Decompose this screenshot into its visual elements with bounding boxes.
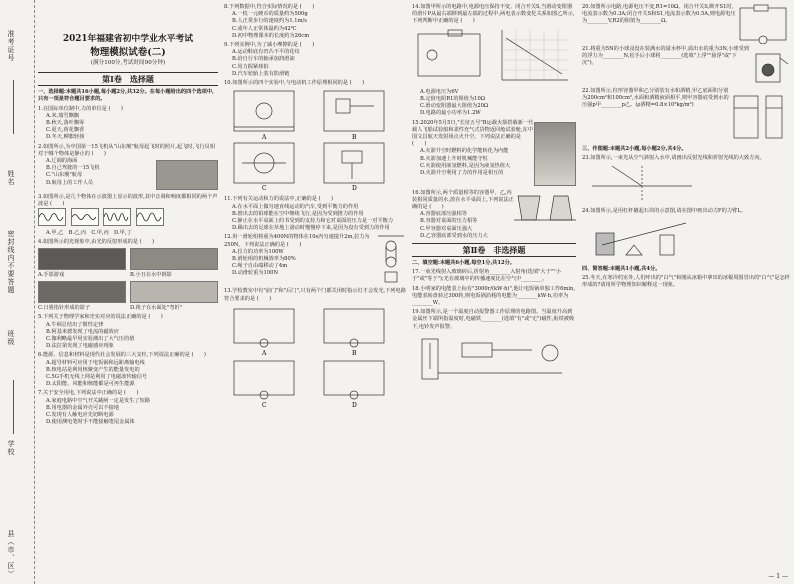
option: A.辽阔的海面 xyxy=(46,158,78,165)
fig-label-d: D xyxy=(352,401,357,409)
option: C.伽利略最早用实验测出了大气压的值 xyxy=(46,336,135,343)
question-19: 19.如图所示,是一个温度自动报警器工作原理的电路图。当温度升高到金属丝下端所指温度时,电磁铁________(选填"有"或"无")磁性,衔铁被吸下,电铃发声报警。 xyxy=(412,309,575,330)
question-11 xyxy=(224,196,406,232)
question-stem: 24.如图所示,是用杠杆撬起石块的示意图,请在图中画出动力F的力臂L。 xyxy=(582,207,746,214)
option-row xyxy=(38,230,218,237)
fig-label-b: B xyxy=(352,349,357,357)
part1-title: 第Ⅰ卷 选择题 xyxy=(38,72,218,86)
question-22 xyxy=(582,88,790,144)
overflow-cup-figure xyxy=(750,46,790,86)
option: C.成年人正常体温约为42℃ xyxy=(232,25,297,32)
question-stem: 11.下列有关运动和力的说法中,正确的是 ( ) xyxy=(224,196,333,203)
option: A.家庭电路中空气开关跳闸一定是发生了短路 xyxy=(46,397,150,404)
container-figure xyxy=(514,190,576,224)
column-2 xyxy=(224,4,406,414)
pulley-figure xyxy=(376,234,406,286)
question-stem: 15.2020年5月5日,"长征五号"B运载火箭搭载新一代载人飞船试验船和柔性充气式货物返回舱试验舱,在中国文昌航天发射场点火升空。下列说法正确的是 ( ) xyxy=(412,119,534,148)
side-line xyxy=(13,380,15,434)
question-stem: 3.如图所示,是几个物体在示波器上显示的波形,其中音调和响度都相同的两个声波是 ( ) xyxy=(38,194,218,208)
option: D.甲,丁 xyxy=(114,229,132,236)
option: C.发现有人触电应先切断电源 xyxy=(46,412,114,419)
option: B.秋天,落叶飘零 xyxy=(46,120,85,127)
question-16 xyxy=(412,190,576,240)
hand-shadow-photo xyxy=(38,248,126,270)
page-number: — 1 — xyxy=(768,573,788,580)
option: A.火箭升空时燃料的化学能转化为内能 xyxy=(420,148,509,155)
fig-label-c: C xyxy=(262,185,267,192)
side-label-exam-id: 准考证号 xyxy=(7,30,15,62)
option: A.一枚一元硬币的质量约为500g xyxy=(232,11,308,18)
option: D.法拉第发现了电磁感应现象 xyxy=(46,343,114,350)
option: C.静止在水平桌面上的书受到的支持力和它对桌面的压力是一对平衡力 xyxy=(232,218,394,225)
question-stem: 9.下列实例中,为了减小摩擦的是 ( ) xyxy=(224,42,315,49)
option: A.米,瑞雪飘飘 xyxy=(46,112,79,119)
option: D.筷子在水面处"弯折" xyxy=(130,305,182,312)
option: C."山东舰"航母 xyxy=(46,172,83,179)
question-stem: 22.如图所示,柱形容器甲和乙分别装有水和酒精,甲乙底面积分别为200cm²和100cm²,水面和酒精液面相平,则甲容器底受到水的压强p甲________p乙。(ρ酒精=0.8×10³kg/m³) xyxy=(582,88,729,109)
option: D.乙容器底部受到水的压力大 xyxy=(420,232,488,239)
waveform-icon xyxy=(136,208,164,226)
question-21 xyxy=(582,46,790,86)
waveform-icon xyxy=(103,208,131,226)
option: A.超导材料可应用于电饭锅和远距离输电线 xyxy=(46,359,145,366)
option: B.小丑在水中倒影 xyxy=(130,272,172,279)
question-stem: 5.下列关于物理学家和史实对应的说法正确的是 ( ) xyxy=(38,314,163,321)
option: D.电路的最小功率为1.2W xyxy=(420,110,481,117)
question-stem: 10.如图所示的四个实验中,与电动机工作原理相同的是 ( ) xyxy=(224,80,365,87)
question-stem: 12.用一滑轮组将重为400N的物体在10s内匀速提升2m,拉力为250N。下列说法正确的是 ( ) xyxy=(224,234,370,248)
reflection-photo xyxy=(130,248,218,270)
side-line xyxy=(13,80,15,134)
fig-label-c: C xyxy=(262,401,267,409)
option: D.动滑轮重为100N xyxy=(232,270,279,277)
option: D.火箭升空利用了力的作用是相互的 xyxy=(420,170,504,177)
option: A.拉力的功率为100W xyxy=(232,248,284,255)
jet-photo xyxy=(156,160,218,190)
question-stem: 4.如图所示的光现象中,由光的反射形成的是 ( ) xyxy=(38,238,155,245)
question-2 xyxy=(38,144,218,192)
question-17: 17.一束光线射入玻璃砖后,折射角________入射角(选填"大于""小于"或"等于");光在玻璃中的传播速度比在空气中________。 xyxy=(412,269,561,283)
question-13 xyxy=(224,288,406,412)
side-label-school: 学校 xyxy=(7,440,15,456)
option: B.给自行车的轴承加润滑油 xyxy=(232,56,295,63)
option: A.手影游戏 xyxy=(38,272,65,279)
option: B.滑轮组的机械效率为80% xyxy=(232,256,296,263)
option: C.甲,丙 xyxy=(91,229,109,236)
circuit-option-figures xyxy=(224,303,404,409)
question-9 xyxy=(224,42,406,78)
option: D.冬天,柳絮轻扬 xyxy=(46,134,85,141)
option: D.初中物理课本的长度约为26cm xyxy=(232,32,310,39)
lever-figure xyxy=(582,215,702,261)
side-label-name: 姓名 xyxy=(7,170,15,186)
fig-label-a: A xyxy=(262,349,267,357)
option: B.核电站是利用核聚变产生的能量发电的 xyxy=(46,366,140,373)
option: B.阿基米德发现了电流的磁效应 xyxy=(46,328,119,335)
binding-margin xyxy=(0,0,35,584)
option: C.5G手机无线上网是利用了电磁波传输信号 xyxy=(46,374,148,381)
side-label-county: 县（市、区） xyxy=(7,530,15,578)
column-3 xyxy=(412,4,576,386)
draw-section-title: 三、作图题:本题共2小题,每小题2分,共4分。 xyxy=(582,146,687,152)
circuit-figure xyxy=(736,4,790,44)
question-14 xyxy=(412,4,576,118)
question-stem: 2.如图所示,为中国第一15飞机从"山东舰"航母起飞时的照片,起飞时,飞行员相对于哪个物体是静止的 ( ) xyxy=(38,143,215,157)
question-stem: 7.关于安全用电,下列说法中正确的是 ( ) xyxy=(38,390,139,397)
fill-section-title: 二、填空题:本题共6小题,每空1分,共12分。 xyxy=(412,260,515,267)
question-12 xyxy=(224,234,406,286)
exam-title: 2021年福建省初中学业水平考试 xyxy=(62,34,194,44)
exam-note: (满分100分,考试时间90分钟) xyxy=(90,60,166,66)
option: C.甲容器对桌面压强大 xyxy=(420,225,473,232)
question-stem: 8.下列数据中,符合实际情况的是 ( ) xyxy=(224,4,315,10)
fig-label-d: D xyxy=(352,185,357,192)
waveform-figures xyxy=(38,208,218,229)
option: B.推出去的铅球能在空中继续飞行,是因为受到推力的作用 xyxy=(232,210,364,217)
question-stem: 14.如图甲所示的电路中,电源电压保持不变。闭合开关S,当滑动变阻器的滑片P从最右端移到最左端的过程中,两电表示数变化关系如图乙所示,下列判断中正确的是 ( ) xyxy=(412,4,575,25)
motor-experiment-figures xyxy=(224,87,404,191)
temperature-alarm-figure xyxy=(412,333,572,383)
side-label-seal: 密封线内不要答题 xyxy=(7,230,15,294)
option: C.滑动变阻器最大阻值为20Ω xyxy=(420,103,489,110)
brief-section-title: 四、简答题:本题共1小题,共4分。 xyxy=(582,266,661,273)
option: B.自己驾驶的一15飞机 xyxy=(46,165,100,172)
circuit-and-graph-figure xyxy=(412,26,572,86)
option: B.定值电阻R1的阻值为10Ω xyxy=(420,96,486,103)
option: D.太阳能、风能和核能都是可再生能源 xyxy=(46,381,135,388)
option: A.在水平面上做匀速直线运动的汽车,受到平衡力的作用 xyxy=(232,203,359,210)
option: A.电源电压为6V xyxy=(420,88,459,95)
option: B.容器对桌面的压力相等 xyxy=(420,218,478,225)
question-25: 25.冬天,在寒冷的室外,人们呼出的"白气"和刚从冰箱中拿出的冰棍周围冒出的"白气"是怎样形成的?请用所学物理知识解释这一现象。 xyxy=(582,275,790,289)
question-15 xyxy=(412,120,576,188)
question-3 xyxy=(38,194,218,237)
question-20 xyxy=(582,4,790,44)
question-stem: 1.在国际单位制中,力的单位是 ( ) xyxy=(38,105,123,112)
light-refraction-figure xyxy=(582,162,702,202)
option: B.用电器的金属外壳可以不接地 xyxy=(46,404,119,411)
question-1 xyxy=(38,106,218,142)
sundial-photo xyxy=(38,281,126,303)
option: D.踢出去的足球在草地上滚动时慢慢停下来,是因为没有受到力的作用 xyxy=(232,225,390,232)
question-23 xyxy=(582,155,790,205)
part1-intro: 一、选择题:本题共16小题,每小题2分,共32分。在每小题给出的四个选项中,只有一项是符合题目要求的。 xyxy=(38,89,214,103)
option: A.容器底部压强相等 xyxy=(420,211,467,218)
option: A.牛顿总结出了惯性定律 xyxy=(46,321,104,328)
question-5 xyxy=(38,314,218,350)
question-stem: 13.学校教室中有"前门"和"后门",只有两个门都关闭时指示灯才会发光,下列电路符合要求的是 ( ) xyxy=(224,288,406,302)
chopstick-photo xyxy=(130,281,218,303)
exam-subtitle: 物理模拟试卷(二) xyxy=(90,47,166,58)
option: B.乙,丙 xyxy=(68,229,87,236)
option: C.夏天,荷花飘香 xyxy=(46,127,85,134)
option: A.运动鞋底有凹凸不平的花纹 xyxy=(232,49,300,56)
option: C.火箭使用液氢燃料,是因为液氢热值大 xyxy=(420,162,511,169)
option: C.绳子自由端移动了4m xyxy=(232,263,288,270)
option: D.使用测电笔时手不能接触笔尾金属体 xyxy=(46,419,135,426)
option: A.甲,乙 xyxy=(46,229,64,236)
question-7 xyxy=(38,390,218,426)
two-containers-figure xyxy=(730,88,790,144)
question-8 xyxy=(224,4,406,40)
question-stem: 23.如图所示,一束光从空气斜射入水中,请画出反射光线和折射光线的大致方向。 xyxy=(582,155,765,162)
waveform-icon xyxy=(71,208,99,226)
option: B.火箭加速上升时机械能守恒 xyxy=(420,155,488,162)
waveform-icon xyxy=(38,208,66,226)
fig-label-a: A xyxy=(262,134,267,142)
question-10 xyxy=(224,80,406,194)
side-label-class: 班级 xyxy=(7,330,15,346)
option: D.汽车轮胎上装有防滑链 xyxy=(232,70,290,77)
option: C.日晷指针形成的影子 xyxy=(38,305,91,312)
option: C.用力握紧球拍 xyxy=(232,63,269,70)
question-4 xyxy=(38,239,218,313)
column-1 xyxy=(38,4,218,429)
column-4 xyxy=(582,4,790,292)
question-stem: 21.将重为5N的小球浸没在装满水的溢水杯中,溢出水的重为3N,小球受到的浮力为________N,松手后小球将________(选填"上浮""悬浮"或"下沉")。 xyxy=(582,46,749,67)
question-6 xyxy=(38,352,218,388)
question-stem: 6.能源、信息和材料是现代社会发展的三大支柱,下列说法正确的是 ( ) xyxy=(38,352,206,359)
option: D.航母上的工作人员 xyxy=(46,179,94,186)
question-24 xyxy=(582,208,790,264)
question-stem: 16.如图所示,两个质量相等的容器甲、乙,内装相同质量的水,放在水平桌面上,下列说法正确的是 ( ) xyxy=(412,189,514,211)
option: B.人正常步行的速度约为1.1m/s xyxy=(232,18,307,25)
part2-title: 第Ⅱ卷 非选择题 xyxy=(412,243,576,257)
rocket-launch-photo xyxy=(534,122,576,186)
question-18: 18.小明家的电能表上标有"3000r/(kW·h)",他让电饭锅单独工作6min,电能表转盘转过300转,则电饭锅消耗的电能为________kW·h,功率为________W。 xyxy=(412,285,576,307)
question-stem: 20.如图所示电路,电源电压不变,R1=10Ω。闭合开关S,断开S1时,电流表示数为0.3A;闭合开关S和S1,电流表示数为0.5A,则电源电压为________V,R2的阻值为________Ω。 xyxy=(582,4,736,25)
fig-label-b: B xyxy=(352,134,357,142)
